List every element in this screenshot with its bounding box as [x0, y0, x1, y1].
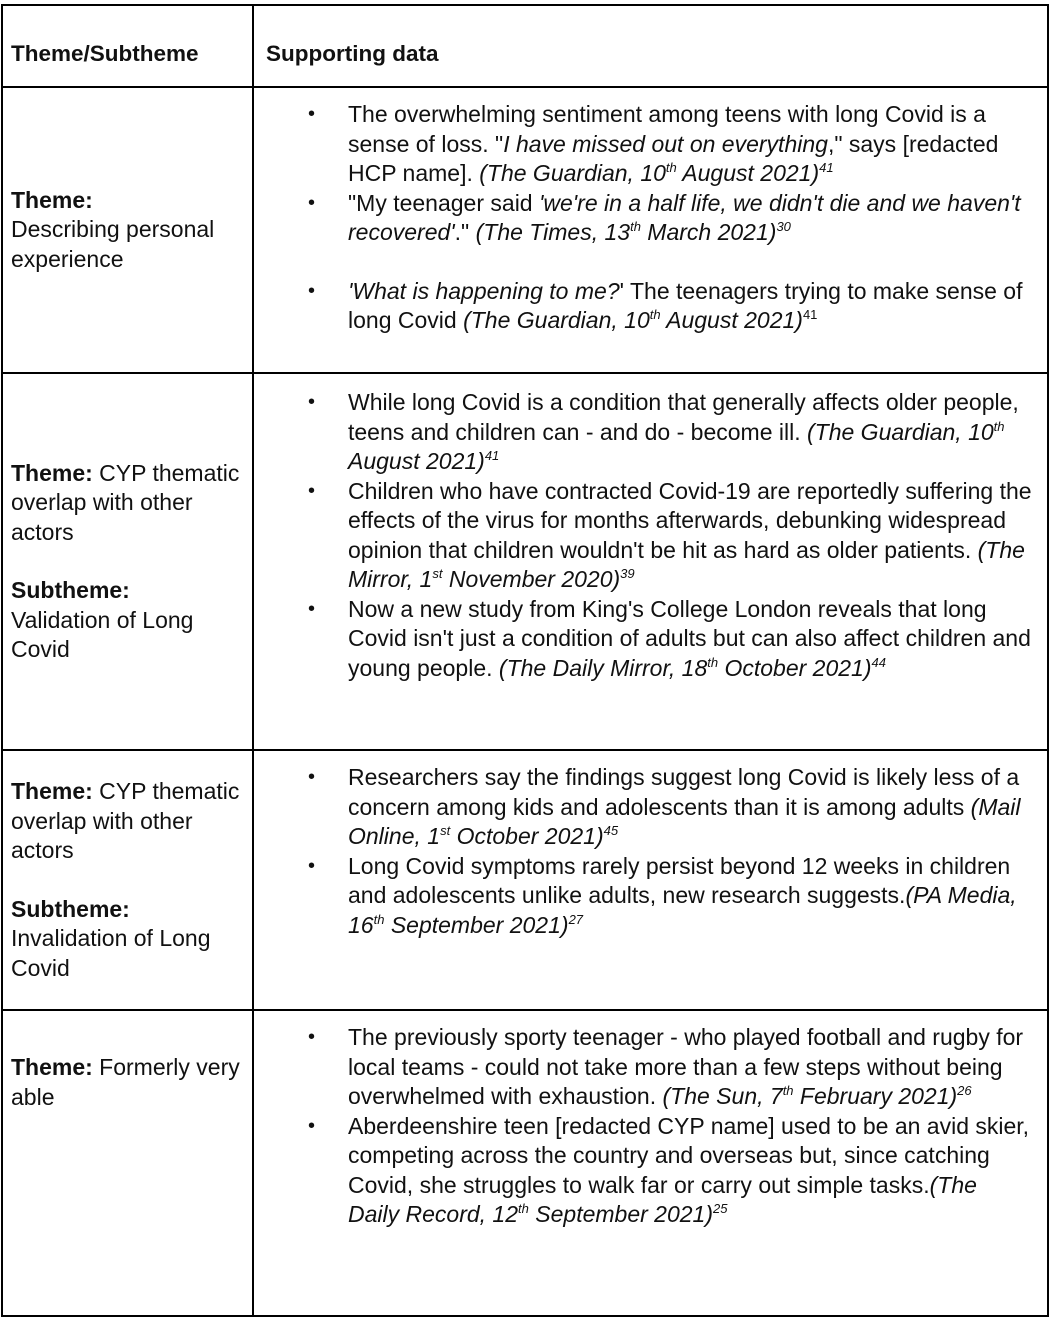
theme-cell	[2, 87, 253, 373]
table-row	[2, 1010, 1048, 1316]
subtheme-label: Subtheme:	[11, 895, 130, 922]
theme-cell	[2, 373, 253, 750]
list-item: • The previously sporty teenager - who played football and rugby for local teams - could not take more than a few steps without being overwhelmed with exhaustion. (The Sun, 7th February 2021)$^{26}$	[254, 1023, 1047, 1112]
subtheme-text: Validation of Long Covid	[11, 606, 194, 662]
table-row	[2, 87, 1048, 373]
theme-cell	[2, 750, 253, 1010]
table-row	[2, 750, 1048, 1010]
list-item: • 'What is happening to me?' The teenagers trying to make sense of long Covid (The Guardian, 10th August 2021)$^{41}$	[254, 277, 1047, 336]
quote-list	[254, 374, 1047, 683]
quote-list	[254, 751, 1047, 940]
quote-list	[254, 1011, 1047, 1230]
list-item: • Researchers say the findings suggest long Covid is likely less of a concern among kids and adolescents than it is among adults (Mail Online, 1st October 2021)$^{45}$	[254, 763, 1047, 852]
supporting-data-cell	[253, 373, 1048, 750]
list-item: • Now a new study from King's College London reveals that long Covid isn't just a condition of adults but can also affect children and young people. (The Daily Mirror, 18th October 2021)$^{44}$	[254, 595, 1047, 684]
theme-text: Theme: Formerly very able	[11, 1054, 240, 1110]
list-item: • "My teenager said 'we're in a half life, we didn't die and we haven't recovered'." (The Times, 13th March 2021)$^{30}$	[254, 189, 1047, 248]
supporting-data-cell	[253, 750, 1048, 1010]
list-item: • The overwhelming sentiment among teens with long Covid is a sense of loss. "I have missed out on everything," says [redacted HCP name]. (The Guardian, 10th August 2021)$^{41}$	[254, 100, 1047, 189]
theme-text: Theme: CYP thematic overlap with other actors	[11, 459, 240, 545]
header-theme-subtheme: Theme/Subtheme	[2, 5, 253, 87]
subtheme-label: Subtheme:	[11, 577, 130, 603]
list-item: • Aberdeenshire teen [redacted CYP name] used to be an avid skier, competing across the country and overseas but, since catching Covid, she struggles to walk far or carry out simple tasks.(The Daily Record, 12th September 2021)$^{25}$	[254, 1112, 1047, 1230]
table-row	[2, 373, 1048, 750]
list-item: • Long Covid symptoms rarely persist beyond 12 weeks in children and adolescents unlike adults, new research suggests.(PA Media, 16th September 2021)$^{27}$	[254, 852, 1047, 941]
theme-cell	[2, 1010, 253, 1316]
supporting-data-cell	[253, 1010, 1048, 1316]
theme-label: Theme:	[11, 186, 93, 213]
list-item: • While long Covid is a condition that generally affects older people, teens and children can - and do - become ill. (The Guardian, 10th August 2021)$^{41}$	[254, 388, 1047, 477]
list-item: • Children who have contracted Covid-19 are reportedly suffering the effects of the virus for months afterwards, debunking widespread opinion that children wouldn't be hit as hard as older patients. (The Mirror, 1st November 2020)$^{39}$	[254, 477, 1047, 595]
supporting-data-cell	[253, 87, 1048, 373]
theme-text: Describing personal experience	[11, 216, 215, 272]
themes-table	[1, 4, 1049, 1317]
header-supporting-data: Supporting data	[253, 5, 1048, 87]
quote-list	[254, 88, 1047, 336]
subtheme-text: Invalidation of Long Covid	[11, 925, 211, 981]
theme-text: Theme: CYP thematic overlap with other actors	[11, 778, 240, 863]
header-row	[2, 5, 1048, 87]
